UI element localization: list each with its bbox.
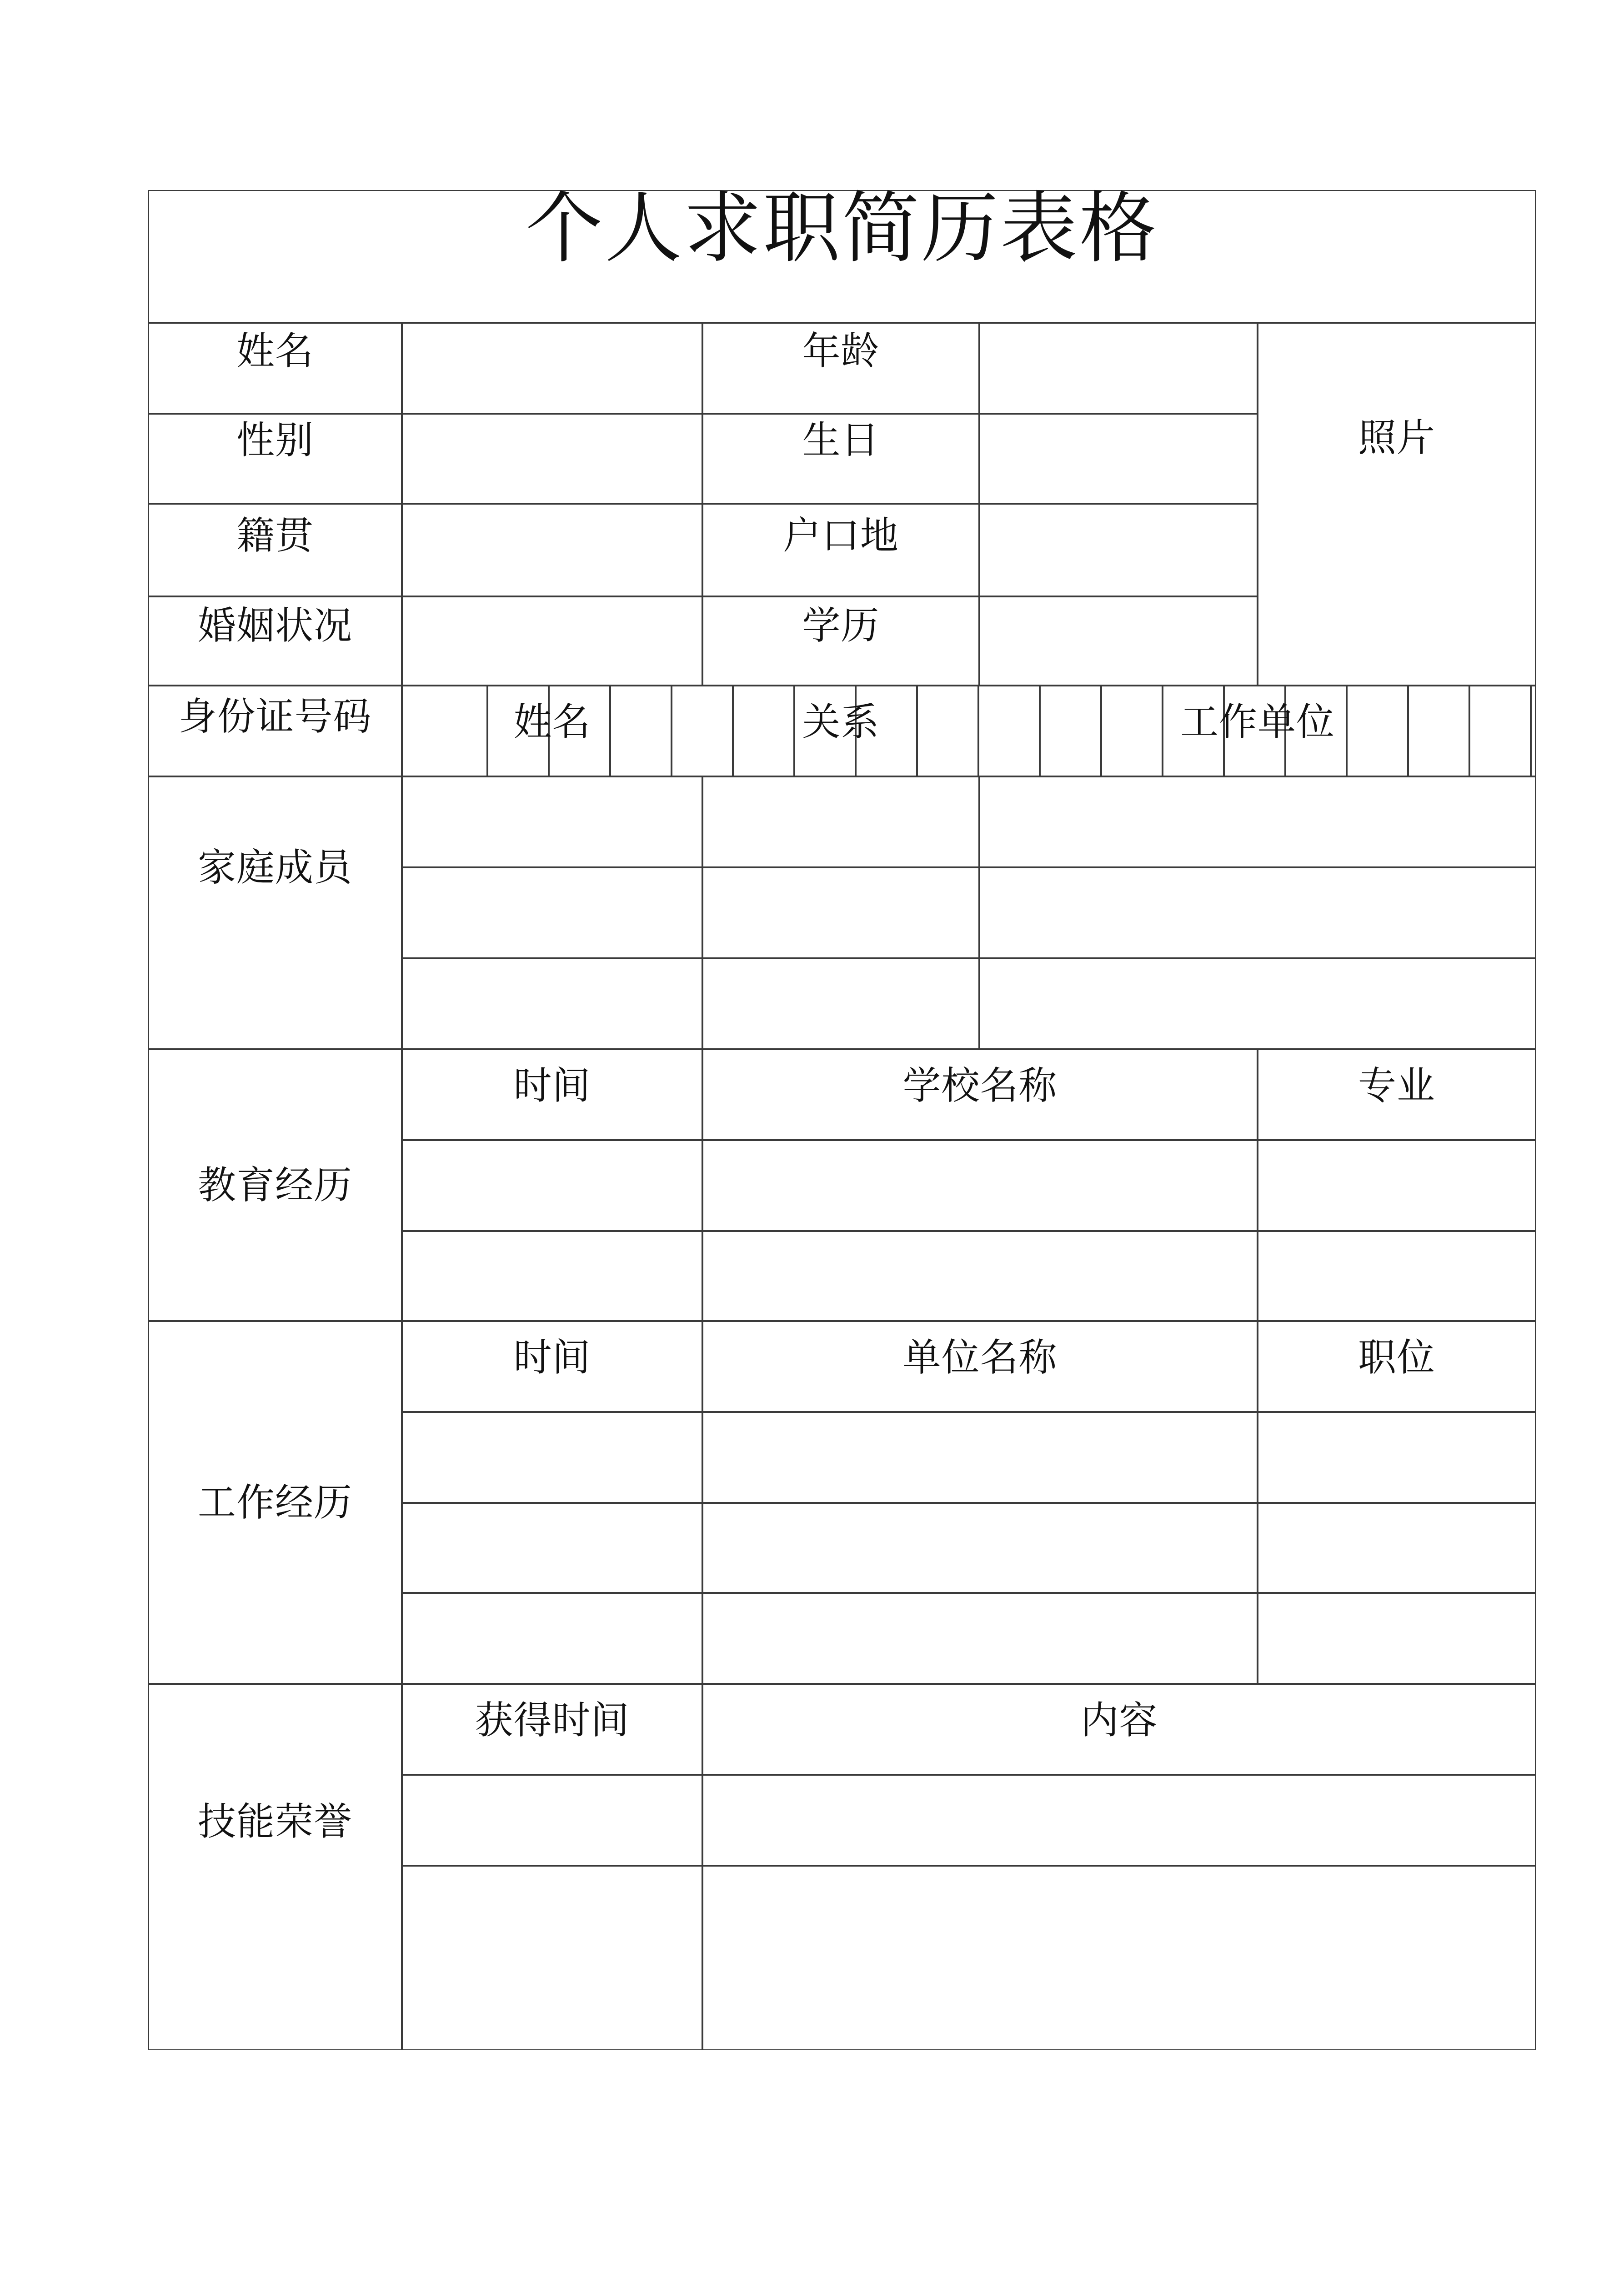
age-label: 年龄 <box>802 329 880 373</box>
family-entry-cell[interactable] <box>979 867 1536 958</box>
name-input-cell[interactable] <box>402 323 702 414</box>
resume-form-table <box>148 184 1536 2050</box>
hukou-input-cell[interactable] <box>979 504 1258 596</box>
photo-area[interactable] <box>1258 323 1536 686</box>
name-label: 姓名 <box>236 329 314 373</box>
family-header-employer: 工作单位 <box>1180 700 1335 744</box>
skills-header-date: 获得时间 <box>475 1698 630 1742</box>
education-header-major: 专业 <box>1358 1063 1435 1108</box>
education-header-time: 时间 <box>513 1063 591 1108</box>
work-entry-cell[interactable] <box>1258 1593 1536 1684</box>
work-entry-cell[interactable] <box>402 1593 702 1684</box>
work-entry-cell[interactable] <box>702 1503 1258 1594</box>
skills-entry-cell[interactable] <box>402 1866 702 1958</box>
work-section-label: 工作经历 <box>197 1480 352 1525</box>
photo-label: 照片 <box>1358 416 1435 460</box>
skills-entry-cell[interactable] <box>402 1775 702 1867</box>
birthday-input-cell[interactable] <box>979 414 1258 504</box>
education-header-school: 学校名称 <box>902 1063 1058 1108</box>
education-level-input-cell[interactable] <box>979 596 1258 686</box>
skills-section-label: 技能荣誉 <box>197 1799 352 1844</box>
work-entry-cell[interactable] <box>702 1593 1258 1684</box>
gender-input-cell[interactable] <box>402 414 702 504</box>
work-header-position: 职位 <box>1358 1335 1435 1380</box>
family-header-relation: 关系 <box>802 700 880 744</box>
skills-header-content: 内容 <box>1080 1698 1158 1742</box>
gender-label: 性别 <box>236 418 314 462</box>
family-section-label: 家庭成员 <box>197 845 352 890</box>
family-entry-cell[interactable] <box>702 958 979 1049</box>
skills-entry-cell[interactable] <box>702 1866 1536 1958</box>
education-entry-cell[interactable] <box>1258 1231 1536 1321</box>
birthday-label: 生日 <box>802 418 880 462</box>
education-entry-cell[interactable] <box>402 1231 702 1321</box>
work-entry-cell[interactable] <box>702 1412 1258 1503</box>
form-title: 个人求职简历表格 <box>525 184 1158 274</box>
family-entry-cell[interactable] <box>402 776 702 867</box>
family-entry-cell[interactable] <box>979 776 1536 867</box>
education-entry-cell[interactable] <box>702 1140 1258 1230</box>
native-place-label: 籍贯 <box>236 513 314 558</box>
marital-status-input-cell[interactable] <box>402 596 702 686</box>
family-header-name: 姓名 <box>513 700 591 744</box>
work-header-employer: 单位名称 <box>902 1335 1058 1380</box>
family-entry-cell[interactable] <box>702 867 979 958</box>
work-header-time: 时间 <box>513 1335 591 1380</box>
work-entry-cell[interactable] <box>1258 1503 1536 1594</box>
education-entry-cell[interactable] <box>1258 1140 1536 1230</box>
family-entry-cell[interactable] <box>979 958 1536 1049</box>
hukou-label: 户口地 <box>782 513 899 558</box>
skills-entry-cell[interactable] <box>702 1775 1536 1867</box>
work-entry-cell[interactable] <box>1258 1412 1536 1503</box>
work-entry-cell[interactable] <box>402 1412 702 1503</box>
id-number-label: 身份证号码 <box>178 694 372 739</box>
education-level-label: 学历 <box>802 603 880 648</box>
education-entry-cell[interactable] <box>402 1140 702 1230</box>
family-entry-cell[interactable] <box>702 776 979 867</box>
education-entry-cell[interactable] <box>702 1231 1258 1321</box>
education-section-label: 教育经历 <box>197 1163 352 1207</box>
marital-status-label: 婚姻状况 <box>197 603 352 648</box>
age-input-cell[interactable] <box>979 323 1258 414</box>
work-entry-cell[interactable] <box>402 1503 702 1594</box>
family-entry-cell[interactable] <box>402 867 702 958</box>
native-place-input-cell[interactable] <box>402 504 702 596</box>
family-entry-cell[interactable] <box>402 958 702 1049</box>
